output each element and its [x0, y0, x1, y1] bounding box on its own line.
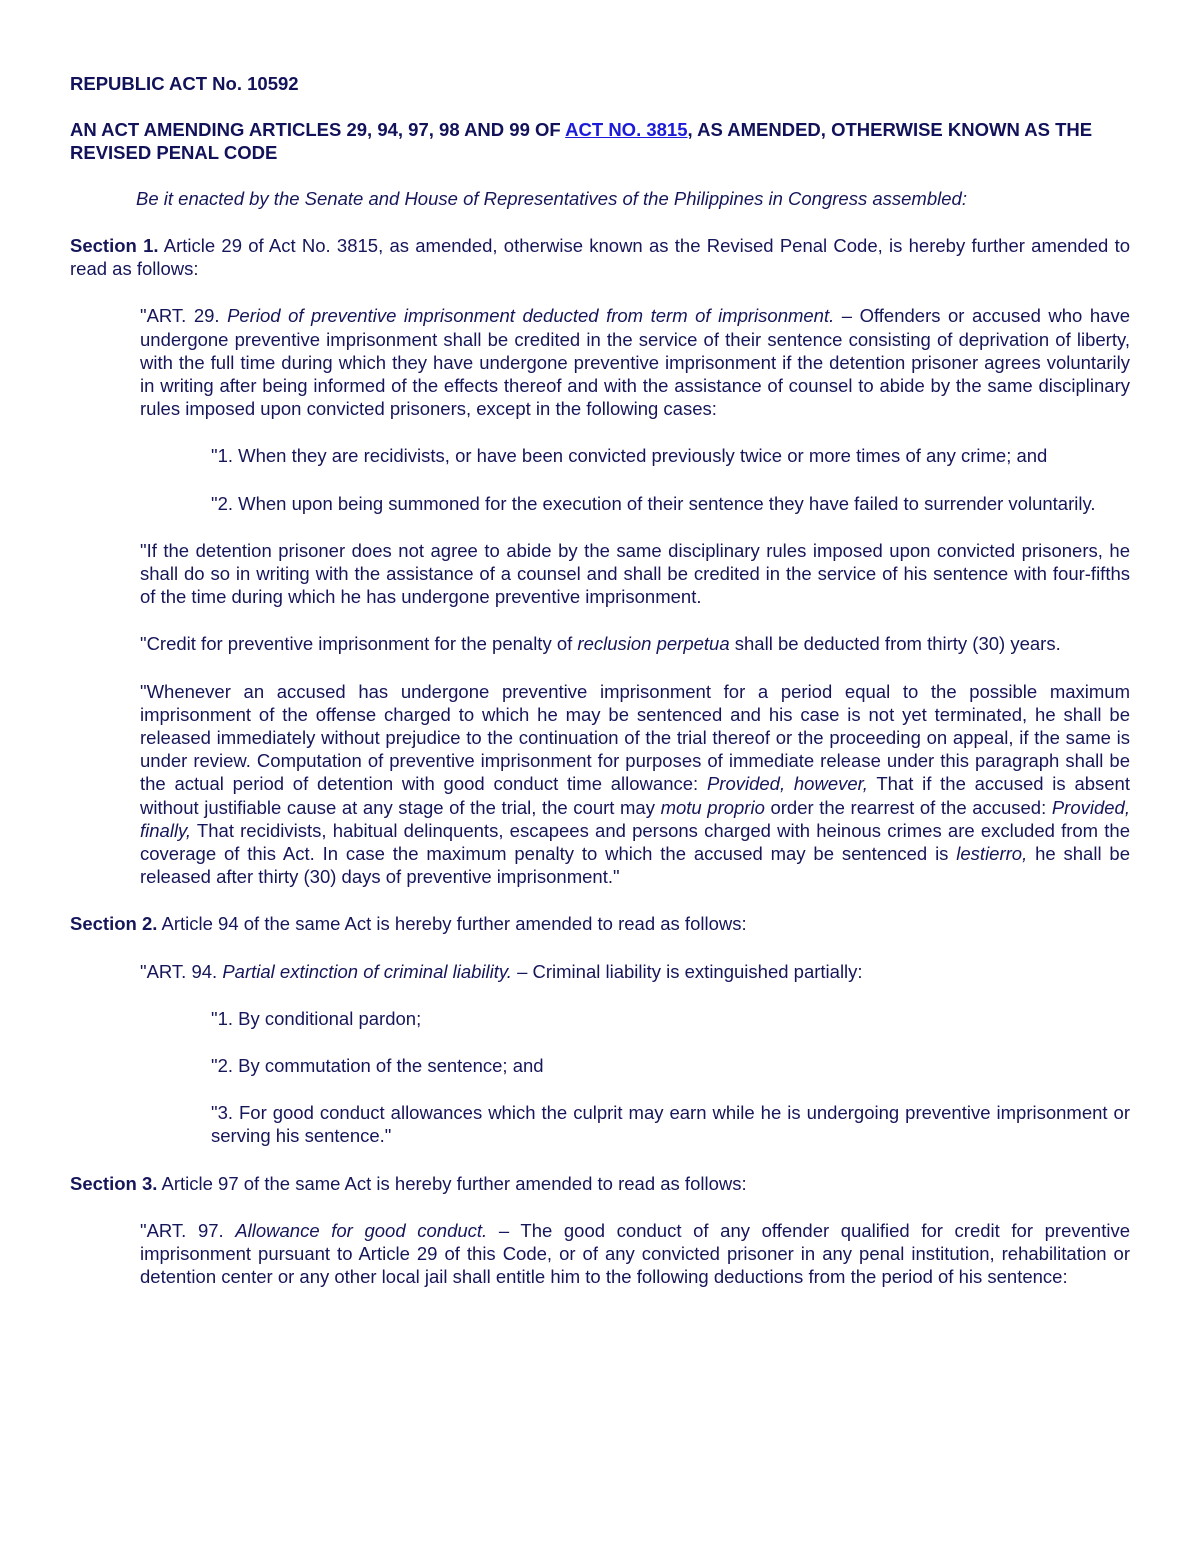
section-2-label: Section 2. [70, 913, 158, 935]
art-29-credit-paragraph [140, 632, 1130, 655]
act-title [70, 118, 1130, 164]
art-97-text: – The good conduct of any offender qualified for credit for preventive imprisonment pursuant to Article 29 of this Code, or of any convicted prisoner in any penal institution, rehabilitation or detention center or any other local jail shall entitle him to the following deductions from the period of his sentence: [140, 1219, 1130, 1288]
act-title-text: AN ACT AMENDING ARTICLES 29, 94, 97, 98 AND 99 OF [70, 119, 566, 140]
section-1-label: Section 1. [70, 235, 159, 256]
art-29-whenever-paragraph [140, 680, 1130, 889]
section-1-text: Article 29 of Act No. 3815, as amended, otherwise known as the Revised Penal Code, is hereby further amended to read as follows: [70, 235, 1130, 280]
section-1 [70, 234, 1130, 280]
whenever-part-1: "Whenever an accused has undergone preventive imprisonment for a period equal to the possible maximum imprisonment of the offense charged to which he may be sentenced and his case is not yet terminated, he shall be released immediately without prejudice to the continuation of the trial thereof or the proceeding on appeal, if the same is under review. Computation of preventive imprisonment for purposes of immediate release under this paragraph shall be the actual period of detention with good conduct time allowance: [140, 680, 1130, 795]
art-94-paragraph [140, 960, 1130, 983]
provided-finally-term: Provided, finally, [140, 796, 1130, 841]
art-94-heading: Partial extinction of criminal liability. [222, 960, 512, 982]
art-94-item-3: "3. For good conduct allowances which the culprit may earn while he is undergoing preventive imprisonment or serving his sentence." [211, 1102, 1130, 1147]
act-title-text-end: , AS AMENDED, OTHERWISE KNOWN AS THE REVISED PENAL CODE [70, 119, 1093, 163]
provided-however-term: Provided, however, [706, 773, 868, 795]
section-2-text: Article 94 of the same Act is hereby further amended to read as follows: [157, 913, 747, 935]
section-3 [70, 1172, 1130, 1195]
art-94-lead: "ART. 94. [140, 960, 223, 982]
art-94-item-1: "1. By conditional pardon; [211, 1007, 422, 1029]
section-3-text: Article 97 of the same Act is hereby further amended to read as follows: [157, 1172, 747, 1194]
art-94-item-2: "2. By commutation of the sentence; and [211, 1055, 544, 1077]
credit-text-end: shall be deducted from thirty (30) years. [729, 633, 1061, 655]
art-97-heading: Allowance for good conduct. [235, 1219, 488, 1241]
whenever-part-4: That recidivists, habitual delinquents, escapees and persons charged with heinous crimes are excluded from the coverage of this Act. In case the maximum penalty to which the accused may be sentenced is [140, 819, 1130, 865]
act-3815-link[interactable]: ACT NO. 3815 [565, 119, 688, 140]
art-29-if-paragraph: "If the detention prisoner does not agree to abide by the same disciplinary rules imposed upon convicted prisoners, he shall do so in writing with the assistance of a counsel and shall be credited in the service of his sentence with four-fifths of the time during which he has undergone preventive imprisonment. [140, 539, 1130, 608]
section-3-label: Section 3. [70, 1172, 158, 1194]
lestierro-term: lestierro, [956, 843, 1028, 865]
credit-text-start: "Credit for preventive imprisonment for the penalty of [140, 633, 578, 655]
art-29-paragraph [140, 304, 1130, 420]
art-29-item-2: "2. When upon being summoned for the execution of their sentence they have failed to surrender voluntarily. [211, 492, 1096, 514]
whenever-part-2: That if the accused is absent without justifiable cause at any stage of the trial, the court may [140, 773, 1130, 818]
art-97-lead: "ART. 97. [140, 1219, 236, 1241]
whenever-part-3: order the rearrest of the accused: [764, 796, 1052, 818]
republic-act-number: REPUBLIC ACT No. 10592 [70, 73, 299, 94]
reclusion-perpetua-term: reclusion perpetua [577, 633, 730, 655]
whenever-part-5: he shall be released after thirty (30) days of preventive imprisonment." [140, 843, 1130, 888]
motu-proprio-term: motu proprio [660, 796, 765, 818]
section-2 [70, 912, 1130, 935]
enacting-clause: Be it enacted by the Senate and House of Representatives of the Philippines in Congress assembled: [136, 188, 967, 209]
art-97-paragraph [140, 1219, 1130, 1289]
art-29-item-1: "1. When they are recidivists, or have been convicted previously twice or more times of any crime; and [211, 445, 1048, 467]
art-94-text: – Criminal liability is extinguished partially: [511, 960, 863, 982]
art-29-lead: "ART. 29. [140, 305, 228, 327]
art-29-text: – Offenders or accused who have undergone preventive imprisonment shall be credited in the service of their sentence consisting of deprivation of liberty, with the full time during which they have undergone preventive imprisonment if the detention prisoner agrees voluntarily in writing after being informed of the effects thereof and with the assistance of counsel to abide by the same disciplinary rules imposed upon convicted prisoners, except in the following cases: [140, 305, 1130, 420]
art-29-heading: Period of preventive imprisonment deducted from term of imprisonment. [227, 305, 835, 327]
